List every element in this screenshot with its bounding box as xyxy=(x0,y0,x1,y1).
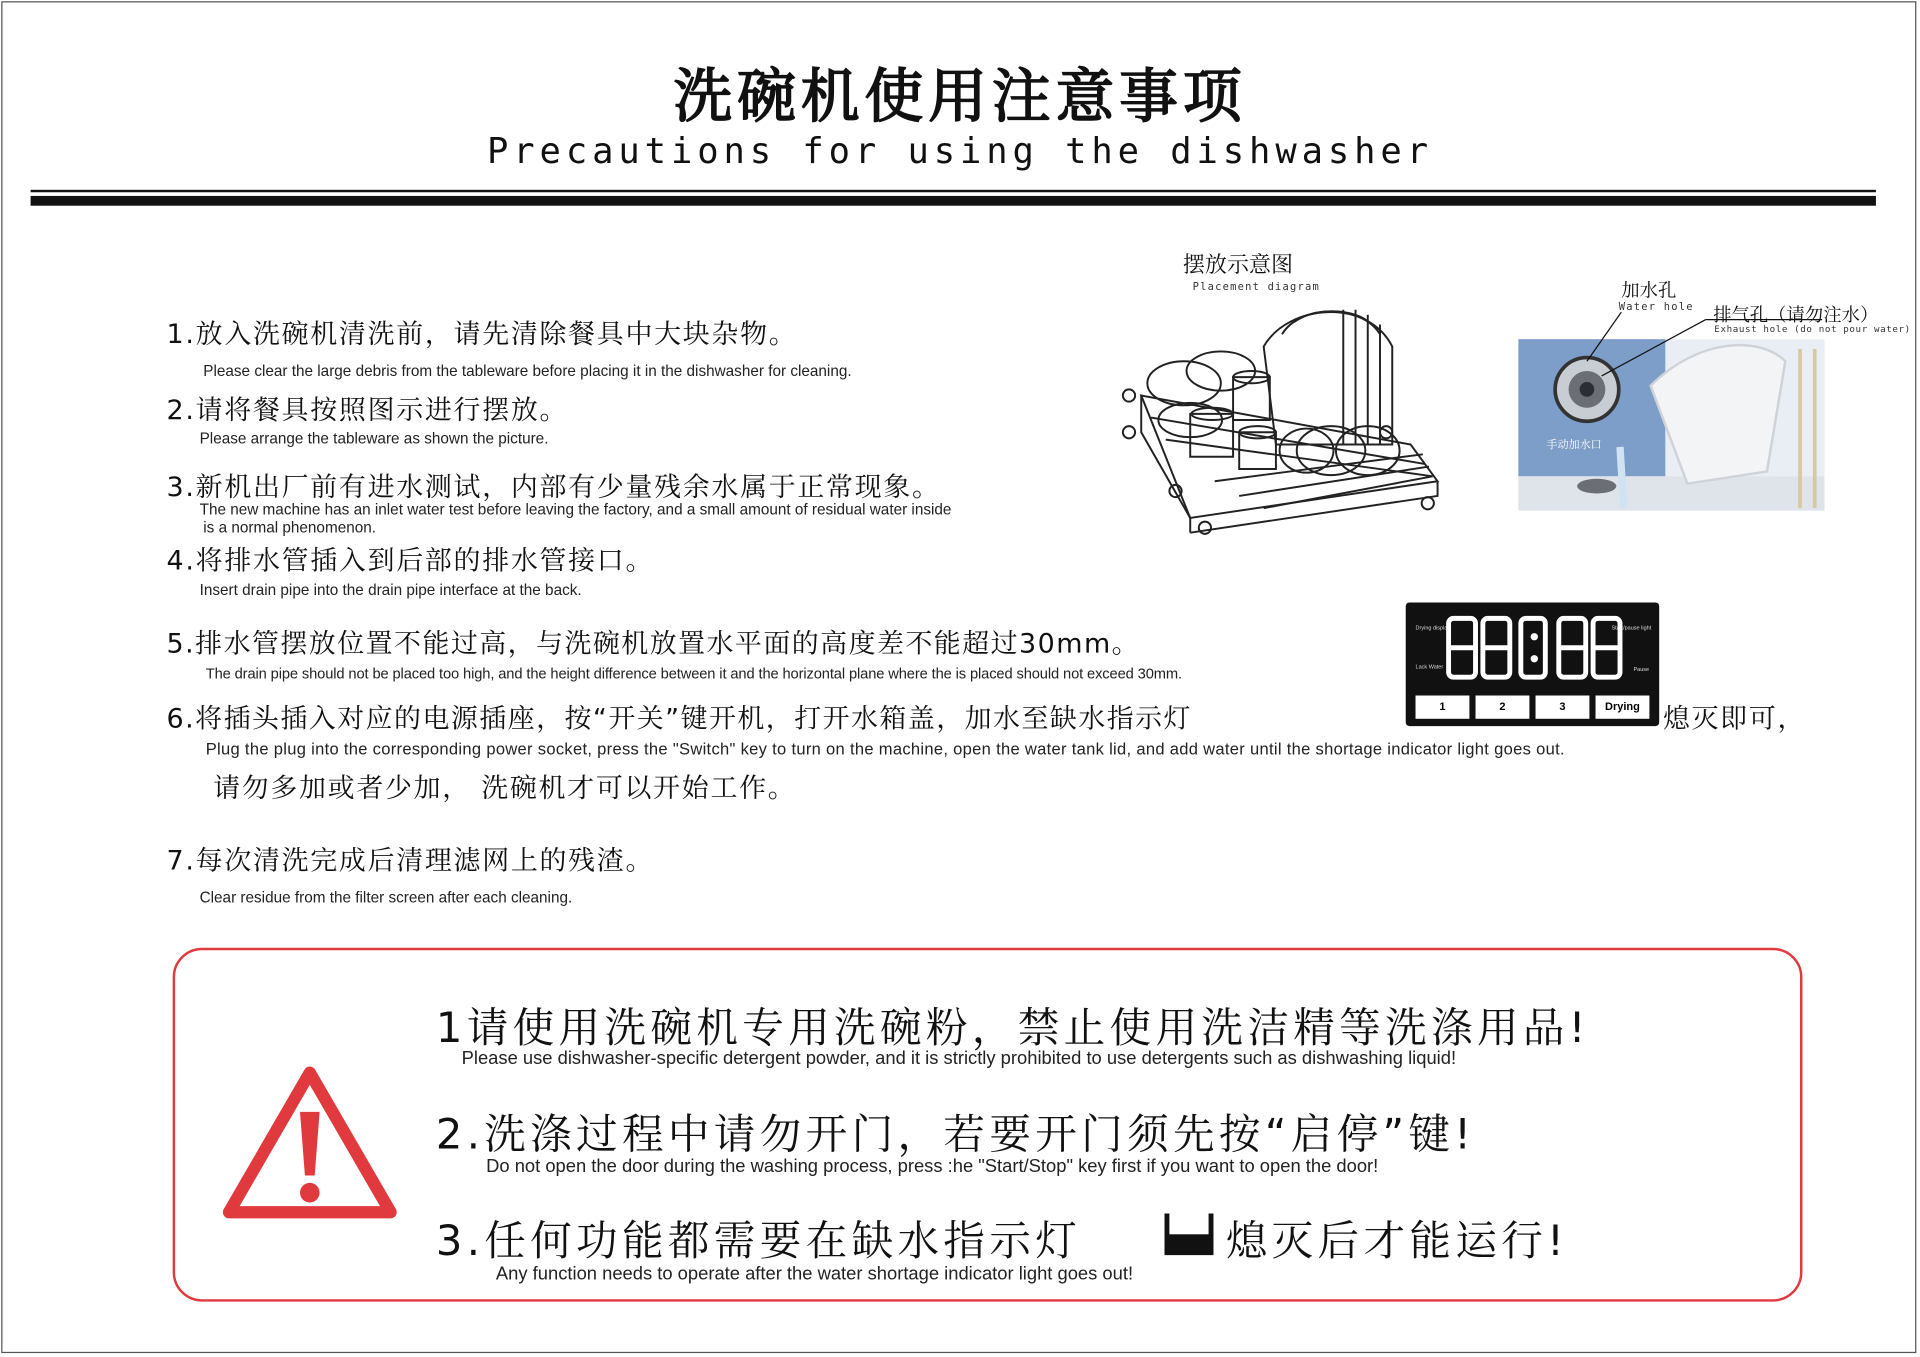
step-6-cn: 6.将插头插入对应的电源插座，按“开关”键开机，打开水箱盖，加水至缺水指示灯 xyxy=(166,704,1192,735)
drying-display-label: Drying display xyxy=(1415,624,1451,631)
panel-button-2: 2 xyxy=(1476,696,1530,719)
panel-button-drying: Drying xyxy=(1596,696,1650,719)
water-shortage-indicator-icon xyxy=(1163,1210,1214,1257)
step-1-cn: 1.放入洗碗机清洗前，请先清除餐具中大块杂物。 xyxy=(166,319,798,351)
seven-segment-display xyxy=(1442,612,1626,685)
exhaust-hole-label-en: Exhaust hole (do not pour water) xyxy=(1714,323,1911,335)
step-3-en-cont: is a normal phenomenon. xyxy=(203,519,376,537)
step-6-cn-tail: 熄灭即可， xyxy=(1662,704,1807,735)
step-6-cn-cont: 请勿多加或者少加， 洗碗机才可以开始工作。 xyxy=(213,773,797,805)
step-3-en: The new machine has an inlet water test before leaving the factory, and a small amount of residual water inside xyxy=(199,500,952,518)
warning-1-cn: 1请使用洗碗机专用洗碗粉，禁止使用洗洁精等洗涤用品! xyxy=(435,1004,1590,1054)
step-5-cn: 5.排水管摆放位置不能过高，与洗碗机放置水平面的高度差不能超过30mm。 xyxy=(166,629,1141,661)
step-7-en: Clear residue from the filter screen after each cleaning. xyxy=(199,888,573,907)
start-pause-label: Start/pause light xyxy=(1611,624,1652,631)
water-tank-photo xyxy=(1516,312,1832,514)
placement-label-en: Placement diagram xyxy=(1192,281,1321,294)
control-panel-display xyxy=(1406,602,1659,726)
water-hole-label-en: Water hole xyxy=(1618,301,1694,314)
warning-3-en: Any function needs to operate after the water shortage indicator light goes out! xyxy=(495,1263,1134,1285)
step-5-en: The drain pipe should not be placed too high, and the height difference between it and the horizontal plane where the is placed should not exceed 30mm. xyxy=(205,664,1182,683)
page-subtitle: Precautions for using the dishwasher xyxy=(487,129,1433,172)
step-2-en: Please arrange the tableware as shown the picture. xyxy=(199,429,549,447)
exhaust-hole-label-cn: 排气孔（请勿注水） xyxy=(1713,303,1879,326)
lack-water-label: Lack Water xyxy=(1415,663,1444,670)
title-rule-thick xyxy=(31,196,1876,206)
placement-label-cn: 摆放示意图 xyxy=(1182,252,1294,278)
step-6-en: Plug the plug into the corresponding power socket, press the "Switch" key to turn on the machine, open the water tank lid, and add water until the shortage indicator light goes out. xyxy=(205,739,1565,758)
panel-button-3: 3 xyxy=(1536,696,1590,719)
step-1-en: Please clear the large debris from the tableware before placing it in the dishwasher for cleaning. xyxy=(203,362,852,380)
step-7-cn: 7.每次清洗完成后清理滤网上的残渣。 xyxy=(166,846,655,877)
step-4-cn: 4.将排水管插入到后部的排水管接口。 xyxy=(166,546,655,577)
dish-rack-illustration xyxy=(1117,298,1448,543)
step-3-cn: 3.新机出厂前有进水测试，内部有少量残余水属于正常现象。 xyxy=(166,472,941,504)
pause-label: Pause xyxy=(1633,666,1650,673)
warning-2-en: Do not open the door during the washing process, press :he "Start/Stop" key first if you want to open the door! xyxy=(486,1155,1379,1177)
warning-3-cn-tail: 熄灭后才能运行! xyxy=(1225,1217,1569,1267)
step-2-cn: 2.请将餐具按照图示进行摆放。 xyxy=(166,395,569,427)
page-title: 洗碗机使用注意事项 xyxy=(673,62,1247,132)
manual-fill-label: 手动加水口 xyxy=(1546,439,1602,452)
warning-3-cn: 3.任何功能都需要在缺水指示灯 xyxy=(435,1217,1082,1267)
warning-2-cn: 2.洗涤过程中请勿开门，若要开门须先按“启停”键! xyxy=(435,1110,1476,1160)
warning-1-en: Please use dishwasher-specific detergent powder, and it is strictly prohibited to use detergents such as dishwashing liquid! xyxy=(461,1048,1457,1069)
title-rule-thin xyxy=(31,190,1876,192)
warning-triangle-icon xyxy=(222,1063,400,1222)
step-4-en: Insert drain pipe into the drain pipe interface at the back. xyxy=(199,581,582,599)
panel-button-1: 1 xyxy=(1416,696,1470,719)
water-hole-label-cn: 加水孔 xyxy=(1621,279,1677,302)
